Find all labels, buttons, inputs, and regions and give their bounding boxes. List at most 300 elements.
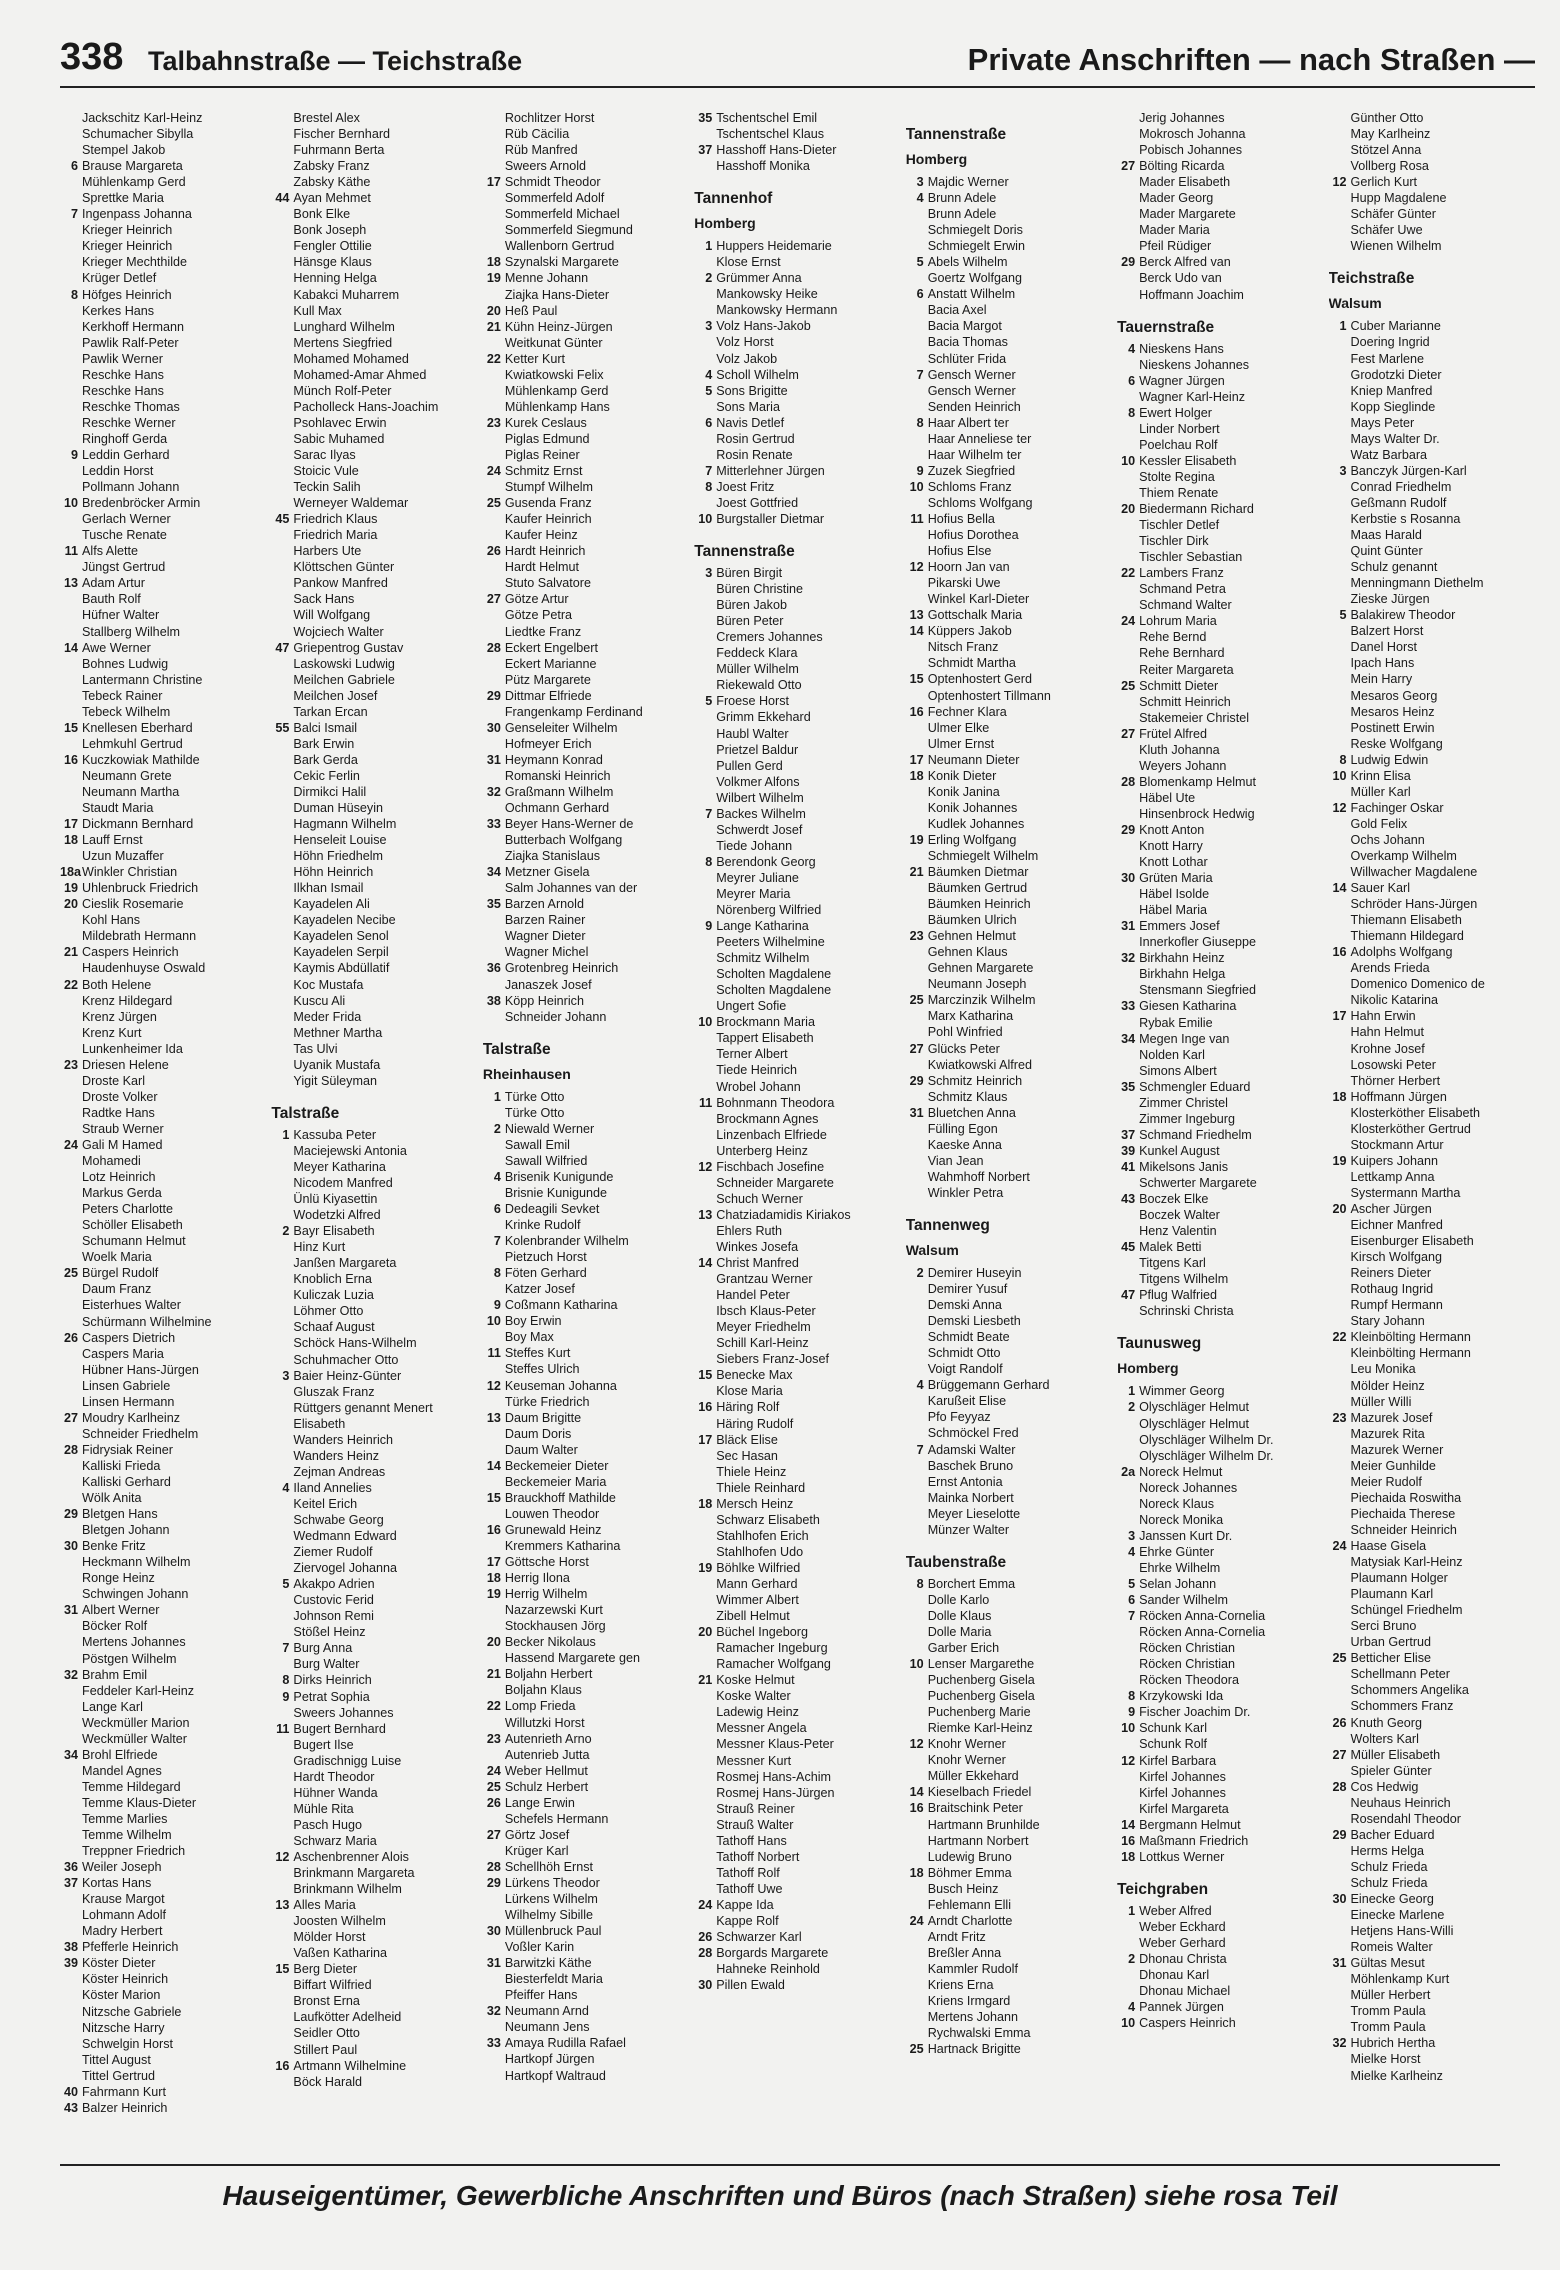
- resident-name: Bacia Margot: [927, 319, 1002, 334]
- list-item: [483, 1201, 688, 1217]
- resident-name: Schmiegelt Wilhelm: [927, 848, 1039, 863]
- list-item: [906, 688, 1111, 704]
- list-item: [271, 591, 476, 607]
- house-number: 28: [1121, 774, 1136, 789]
- list-item: [271, 1656, 476, 1672]
- list-item: [60, 1731, 265, 1747]
- house-number: 3: [1128, 1528, 1136, 1543]
- resident-name: Ronge Heinz: [82, 1571, 155, 1586]
- resident-name: Pfo Feyyaz: [927, 1410, 991, 1425]
- list-item: [906, 1800, 1111, 1816]
- resident-name: Schmiegelt Doris: [927, 223, 1023, 238]
- list-item: [60, 1506, 265, 1522]
- street-range-title: Talbahnstraße — Teichstraße: [148, 46, 523, 76]
- resident-name: Ramacher Ingeburg: [716, 1641, 828, 1656]
- resident-name: Kappe Ida: [716, 1897, 774, 1912]
- resident-name: Konik Janina: [927, 784, 1000, 799]
- resident-name: Fidrysiak Reiner: [82, 1442, 173, 1457]
- resident-name: Hardt Heinrich: [504, 544, 586, 559]
- resident-name: Schmiegelt Erwin: [927, 239, 1025, 254]
- resident-name: Kolenbrander Wilhelm: [504, 1234, 629, 1249]
- list-item: [906, 1929, 1111, 1945]
- list-item: [60, 800, 265, 816]
- resident-name: Schwarz Elisabeth: [716, 1512, 820, 1527]
- list-item: [271, 1640, 476, 1656]
- list-item: [60, 672, 265, 688]
- resident-name: Maas Harald: [1350, 528, 1422, 543]
- list-item: [271, 1175, 476, 1191]
- list-item: [1117, 1127, 1322, 1143]
- resident-name: Volkmer Alfons: [716, 774, 800, 789]
- resident-name: Uzun Muzaffer: [82, 849, 164, 864]
- list-item: [906, 1961, 1111, 1977]
- resident-name: Losowski Peter: [1350, 1057, 1436, 1072]
- resident-name: Albert Werner: [82, 1603, 160, 1618]
- resident-name: Lunkenheimer Ida: [82, 1041, 183, 1056]
- house-number: 7: [70, 207, 78, 222]
- list-item: [694, 1432, 899, 1448]
- list-item: [1117, 1271, 1322, 1287]
- list-item: [694, 742, 899, 758]
- resident-name: Schneider Heinrich: [1350, 1522, 1457, 1537]
- list-item: [906, 1361, 1111, 1377]
- list-item: [271, 1592, 476, 1608]
- list-item: [483, 1939, 688, 1955]
- resident-name: Betticher Elise: [1350, 1651, 1432, 1666]
- resident-name: Kleinbölting Hermann: [1350, 1330, 1471, 1345]
- list-item: [906, 1849, 1111, 1865]
- resident-name: Lottkus Werner: [1139, 1849, 1225, 1864]
- list-item: [906, 1105, 1111, 1121]
- list-item: [271, 2042, 476, 2058]
- resident-name: Dolle Karlo: [927, 1592, 990, 1607]
- resident-name: Reschke Thomas: [82, 399, 180, 414]
- resident-name: Konik Johannes: [927, 800, 1018, 815]
- resident-name: Göttsche Horst: [504, 1555, 589, 1570]
- resident-name: Büren Birgit: [716, 566, 783, 581]
- list-item: [483, 527, 688, 543]
- list-item: [694, 982, 899, 998]
- resident-name: Bäumken Ulrich: [927, 913, 1017, 928]
- resident-name: Bark Erwin: [293, 736, 355, 751]
- list-item: [1329, 591, 1534, 607]
- house-number: 8: [282, 1673, 290, 1688]
- resident-name: Haudenhuyse Oswald: [82, 961, 206, 976]
- resident-name: Schrinski Christa: [1139, 1304, 1234, 1319]
- list-item: [483, 254, 688, 270]
- list-item: [271, 415, 476, 431]
- resident-name: Mazurek Rita: [1350, 1426, 1425, 1441]
- house-number: 35: [1121, 1079, 1136, 1094]
- resident-name: Götze Artur: [504, 592, 569, 607]
- list-item: [906, 559, 1111, 575]
- resident-name: Brahm Emil: [82, 1667, 148, 1682]
- list-item: [1329, 1747, 1534, 1763]
- list-item: [1117, 1159, 1322, 1175]
- resident-name: Rychwalski Emma: [927, 2026, 1031, 2041]
- list-item: [271, 270, 476, 286]
- list-item: [271, 1737, 476, 1753]
- house-number: 10: [63, 496, 78, 511]
- list-item: [906, 2025, 1111, 2041]
- resident-name: Meder Frida: [293, 1009, 362, 1024]
- list-item: [60, 1699, 265, 1715]
- house-number: 29: [909, 1073, 924, 1088]
- resident-name: Kerkes Hans: [82, 303, 155, 318]
- resident-name: Messner Angela: [716, 1721, 807, 1736]
- list-item: [271, 1833, 476, 1849]
- list-item: [271, 1913, 476, 1929]
- list-item: [1329, 1891, 1534, 1907]
- resident-name: Pütz Margarete: [504, 672, 591, 687]
- list-item: [1117, 726, 1322, 742]
- resident-name: Schaaf August: [293, 1320, 375, 1335]
- list-item: [1117, 790, 1322, 806]
- list-item: [694, 1496, 899, 1512]
- list-item: [483, 1169, 688, 1185]
- list-item: [60, 704, 265, 720]
- list-item: [906, 736, 1111, 752]
- resident-name: Fest Marlene: [1350, 351, 1425, 366]
- house-number: 15: [63, 720, 78, 735]
- list-item: [1117, 1785, 1322, 1801]
- resident-name: Nörenberg Wilfried: [716, 903, 822, 918]
- resident-name: Vaßen Katharina: [293, 1946, 388, 1961]
- resident-name: Baschek Bruno: [927, 1458, 1014, 1473]
- resident-name: Emmers Josef: [1139, 919, 1220, 934]
- resident-name: Sons Brigitte: [716, 383, 788, 398]
- list-item: [271, 254, 476, 270]
- list-item: [60, 1522, 265, 1538]
- list-item: [271, 688, 476, 704]
- resident-name: Fahrmann Kurt: [82, 2084, 166, 2099]
- list-item: [694, 1592, 899, 1608]
- resident-name: Hüfner Walter: [82, 608, 160, 623]
- list-item: [1329, 559, 1534, 575]
- resident-name: Stahlhofen Udo: [716, 1544, 804, 1559]
- resident-name: Strauß Reiner: [716, 1801, 795, 1816]
- directory-column: [906, 110, 1117, 2160]
- list-item: [694, 1111, 899, 1127]
- street-heading: Tannenhof: [694, 190, 773, 208]
- house-number: 6: [70, 159, 78, 174]
- resident-name: Temme Marlies: [82, 1811, 168, 1826]
- house-number: 18: [909, 768, 924, 783]
- resident-name: Tschentschel Klaus: [716, 127, 825, 142]
- list-item: [906, 575, 1111, 591]
- resident-name: Abels Wilhelm: [927, 255, 1008, 270]
- resident-name: Mein Harry: [1350, 672, 1413, 687]
- resident-name: Haar Anneliese ter: [927, 431, 1032, 446]
- list-item: [906, 1945, 1111, 1961]
- resident-name: Lange Erwin: [504, 1795, 575, 1810]
- list-item: [60, 1779, 265, 1795]
- resident-name: Türke Otto: [504, 1105, 565, 1120]
- resident-name: Pankow Manfred: [293, 576, 388, 591]
- list-item: [483, 287, 688, 303]
- list-item: [483, 736, 688, 752]
- list-item: [60, 287, 265, 303]
- resident-name: Gehnen Helmut: [927, 929, 1016, 944]
- footer-note: Hauseigentümer, Gewerbliche Anschriften und Büros (nach Straßen) siehe rosa Teil: [222, 2180, 1338, 2211]
- house-number: 29: [1332, 1827, 1347, 1842]
- house-number: 14: [909, 624, 924, 639]
- house-number: 22: [1332, 1330, 1347, 1345]
- resident-name: Knoblich Erna: [293, 1272, 372, 1287]
- list-item: [271, 800, 476, 816]
- house-number: 10: [909, 1657, 924, 1672]
- resident-name: Bronst Erna: [293, 1994, 360, 2009]
- list-item: [906, 1008, 1111, 1024]
- resident-name: Messner Kurt: [716, 1753, 792, 1768]
- list-item: [1117, 1833, 1322, 1849]
- resident-name: Schmand Petra: [1139, 582, 1226, 597]
- list-item: [1329, 1410, 1534, 1426]
- resident-name: Duman Hüseyin: [293, 801, 384, 816]
- resident-name: Hagmann Wilhelm: [293, 817, 397, 832]
- list-item: [60, 960, 265, 976]
- resident-name: Cieslik Rosemarie: [82, 897, 184, 912]
- resident-name: Schellmann Peter: [1350, 1667, 1450, 1682]
- list-item: [1329, 142, 1534, 158]
- house-number: 6: [705, 415, 713, 430]
- resident-name: Jerig Johannes: [1139, 111, 1225, 125]
- resident-name: Weber Eckhard: [1139, 1919, 1226, 1934]
- list-item: [1117, 1303, 1322, 1319]
- resident-name: Geßmann Rudolf: [1350, 495, 1447, 510]
- list-item: [1329, 688, 1534, 704]
- resident-name: Fischbach Josefine: [716, 1159, 825, 1174]
- list-item: [483, 1907, 688, 1923]
- list-item: [483, 591, 688, 607]
- resident-name: Senden Heinrich: [927, 399, 1021, 414]
- list-item: [483, 1394, 688, 1410]
- list-item: [60, 1233, 265, 1249]
- list-item: [271, 896, 476, 912]
- resident-name: Fechner Klara: [927, 704, 1007, 719]
- list-item: [694, 254, 899, 270]
- list-item: [694, 1865, 899, 1881]
- resident-name: Büren Peter: [716, 614, 784, 629]
- list-item: [60, 110, 265, 126]
- resident-name: Brunn Adele: [927, 191, 997, 206]
- list-item: [1329, 896, 1534, 912]
- list-item: [1329, 110, 1534, 126]
- list-item: [1117, 1849, 1322, 1865]
- resident-name: Müller Herbert: [1350, 1988, 1431, 2003]
- list-item: [906, 784, 1111, 800]
- list-item: [906, 1640, 1111, 1656]
- resident-name: Matysiak Karl-Heinz: [1350, 1555, 1463, 1570]
- resident-name: Küppers Jakob: [927, 624, 1012, 639]
- list-item: [694, 1720, 899, 1736]
- list-item: [1117, 758, 1322, 774]
- house-number: 19: [909, 832, 924, 847]
- resident-name: Uhlenbruck Friedrich: [82, 881, 199, 896]
- resident-name: Volz Horst: [716, 335, 774, 350]
- resident-name: Schüngel Friedhelm: [1350, 1603, 1463, 1618]
- list-item: [271, 928, 476, 944]
- house-number: 32: [486, 784, 501, 799]
- house-number: 43: [1121, 1192, 1136, 1207]
- list-item: [1329, 479, 1534, 495]
- resident-name: Klosterköther Elisabeth: [1350, 1105, 1481, 1120]
- list-item: [271, 752, 476, 768]
- list-item: [1117, 238, 1322, 254]
- list-item: [1117, 1983, 1322, 1999]
- list-item: [271, 1624, 476, 1640]
- list-item: [1117, 533, 1322, 549]
- resident-name: Reschke Werner: [82, 415, 176, 430]
- resident-name: Doering Ingrid: [1350, 335, 1430, 350]
- list-item: [483, 399, 688, 415]
- list-item: [271, 720, 476, 736]
- resident-name: Petrat Sophia: [293, 1689, 370, 1704]
- list-item: [906, 1185, 1111, 1201]
- house-number: 18: [486, 1571, 501, 1586]
- list-item: [60, 1137, 265, 1153]
- list-item: [1329, 351, 1534, 367]
- resident-name: Kuliczak Luzia: [293, 1288, 374, 1303]
- list-item: [694, 110, 899, 126]
- resident-name: Riemke Karl-Heinz: [927, 1721, 1033, 1736]
- list-item: [906, 1377, 1111, 1393]
- list-item: [60, 2052, 265, 2068]
- list-item: [1329, 1313, 1534, 1329]
- list-item: [906, 1024, 1111, 1040]
- list-item: [483, 1458, 688, 1474]
- list-item: [1117, 1608, 1322, 1624]
- list-item: [906, 367, 1111, 383]
- house-number: 21: [486, 319, 501, 334]
- resident-name: Haar Wilhelm ter: [927, 447, 1022, 462]
- resident-name: Ascher Jürgen: [1350, 1202, 1432, 1216]
- house-number: 38: [486, 993, 501, 1008]
- list-item: [60, 543, 265, 559]
- resident-name: Hetjens Hans-Willi: [1350, 1924, 1454, 1939]
- resident-name: Quint Günter: [1350, 544, 1423, 559]
- list-item: [483, 2051, 688, 2067]
- list-item: [694, 1255, 899, 1271]
- list-item: [1117, 822, 1322, 838]
- resident-name: Münzer Walter: [927, 1522, 1010, 1537]
- resident-name: Reiter Margareta: [1139, 662, 1234, 677]
- resident-name: Kortas Hans: [82, 1876, 152, 1891]
- list-item: [694, 1528, 899, 1544]
- resident-name: Psohlavec Erwin: [293, 415, 387, 430]
- list-item: [1329, 1618, 1534, 1634]
- house-number: 24: [1121, 614, 1136, 629]
- list-item: [483, 351, 688, 367]
- house-number: 8: [1339, 752, 1347, 767]
- list-item: [1117, 982, 1322, 998]
- house-number: 8: [1128, 405, 1136, 420]
- resident-name: Gradischnigg Luise: [293, 1753, 402, 1768]
- list-item: [694, 351, 899, 367]
- resident-name: Sweers Arnold: [504, 159, 587, 174]
- house-number: 43: [63, 2100, 78, 2115]
- resident-name: Demski Anna: [927, 1298, 1002, 1313]
- house-number: 2: [493, 1121, 501, 1136]
- list-item: [906, 1137, 1111, 1153]
- house-number: 9: [282, 1689, 290, 1704]
- resident-name: Stensmann Siegfried: [1139, 983, 1257, 998]
- resident-name: Zimmer Christel: [1139, 1095, 1228, 1110]
- list-item: [694, 934, 899, 950]
- list-item: [60, 2084, 265, 2100]
- resident-name: Linsen Hermann: [82, 1394, 175, 1409]
- resident-name: Wrobel Johann: [716, 1079, 801, 1094]
- list-item: [1117, 1720, 1322, 1736]
- list-item: [271, 1705, 476, 1721]
- district-heading: Rheinhausen: [482, 1065, 571, 1082]
- resident-name: Frangenkamp Ferdinand: [504, 704, 643, 719]
- list-item: [483, 1875, 688, 1891]
- list-item: [1329, 752, 1534, 768]
- list-item: [1329, 1666, 1534, 1682]
- list-item: [271, 1207, 476, 1223]
- list-item: [60, 1394, 265, 1410]
- list-item: [694, 1159, 899, 1175]
- resident-name: Hoffmann Joachim: [1139, 287, 1244, 302]
- list-item: [271, 640, 476, 656]
- list-item: [1329, 190, 1534, 206]
- list-item: [60, 399, 265, 415]
- resident-name: Bäumken Heinrich: [927, 897, 1031, 912]
- district-heading: Homberg: [905, 151, 968, 167]
- list-item: [271, 1303, 476, 1319]
- list-item: [483, 1843, 688, 1859]
- list-item: [271, 1432, 476, 1448]
- list-item: [483, 1634, 688, 1650]
- list-item: [694, 1945, 899, 1961]
- page-header: [60, 36, 1535, 88]
- list-item: [271, 1319, 476, 1335]
- list-item: [906, 1089, 1111, 1105]
- house-number: 8: [916, 1576, 924, 1591]
- resident-name: Ehlers Ruth: [716, 1223, 783, 1238]
- list-item: [271, 993, 476, 1009]
- resident-name: Gensch Werner: [927, 383, 1016, 398]
- list-item: [271, 1025, 476, 1041]
- list-item: [271, 1608, 476, 1624]
- resident-name: Sawall Wilfried: [504, 1153, 588, 1168]
- list-item: [694, 1175, 899, 1191]
- resident-name: Joest Gottfried: [716, 495, 799, 510]
- resident-name: Stempel Jakob: [82, 143, 166, 158]
- resident-name: Ibsch Klaus-Peter: [716, 1304, 816, 1319]
- list-item: [694, 1319, 899, 1335]
- list-item: [1117, 357, 1322, 373]
- list-item: [906, 864, 1111, 880]
- resident-name: Keitel Erich: [293, 1496, 358, 1511]
- house-number: 16: [1332, 945, 1347, 960]
- resident-name: Bergmann Helmut: [1139, 1817, 1241, 1832]
- house-number: 47: [275, 640, 290, 655]
- resident-name: Tathoff Rolf: [716, 1865, 780, 1880]
- resident-name: Dhonau Karl: [1139, 1968, 1210, 1983]
- list-item: [60, 1651, 265, 1667]
- resident-name: Temme Hildegard: [82, 1779, 181, 1794]
- house-number: 24: [1332, 1538, 1347, 1553]
- list-item: [271, 1721, 476, 1737]
- resident-name: Custovic Ferid: [293, 1593, 374, 1608]
- house-number: 12: [486, 1378, 501, 1393]
- list-item: [483, 2068, 688, 2084]
- page-number: 338: [60, 36, 124, 78]
- list-item: [60, 1538, 265, 1554]
- resident-name: Krinn Elisa: [1350, 768, 1411, 783]
